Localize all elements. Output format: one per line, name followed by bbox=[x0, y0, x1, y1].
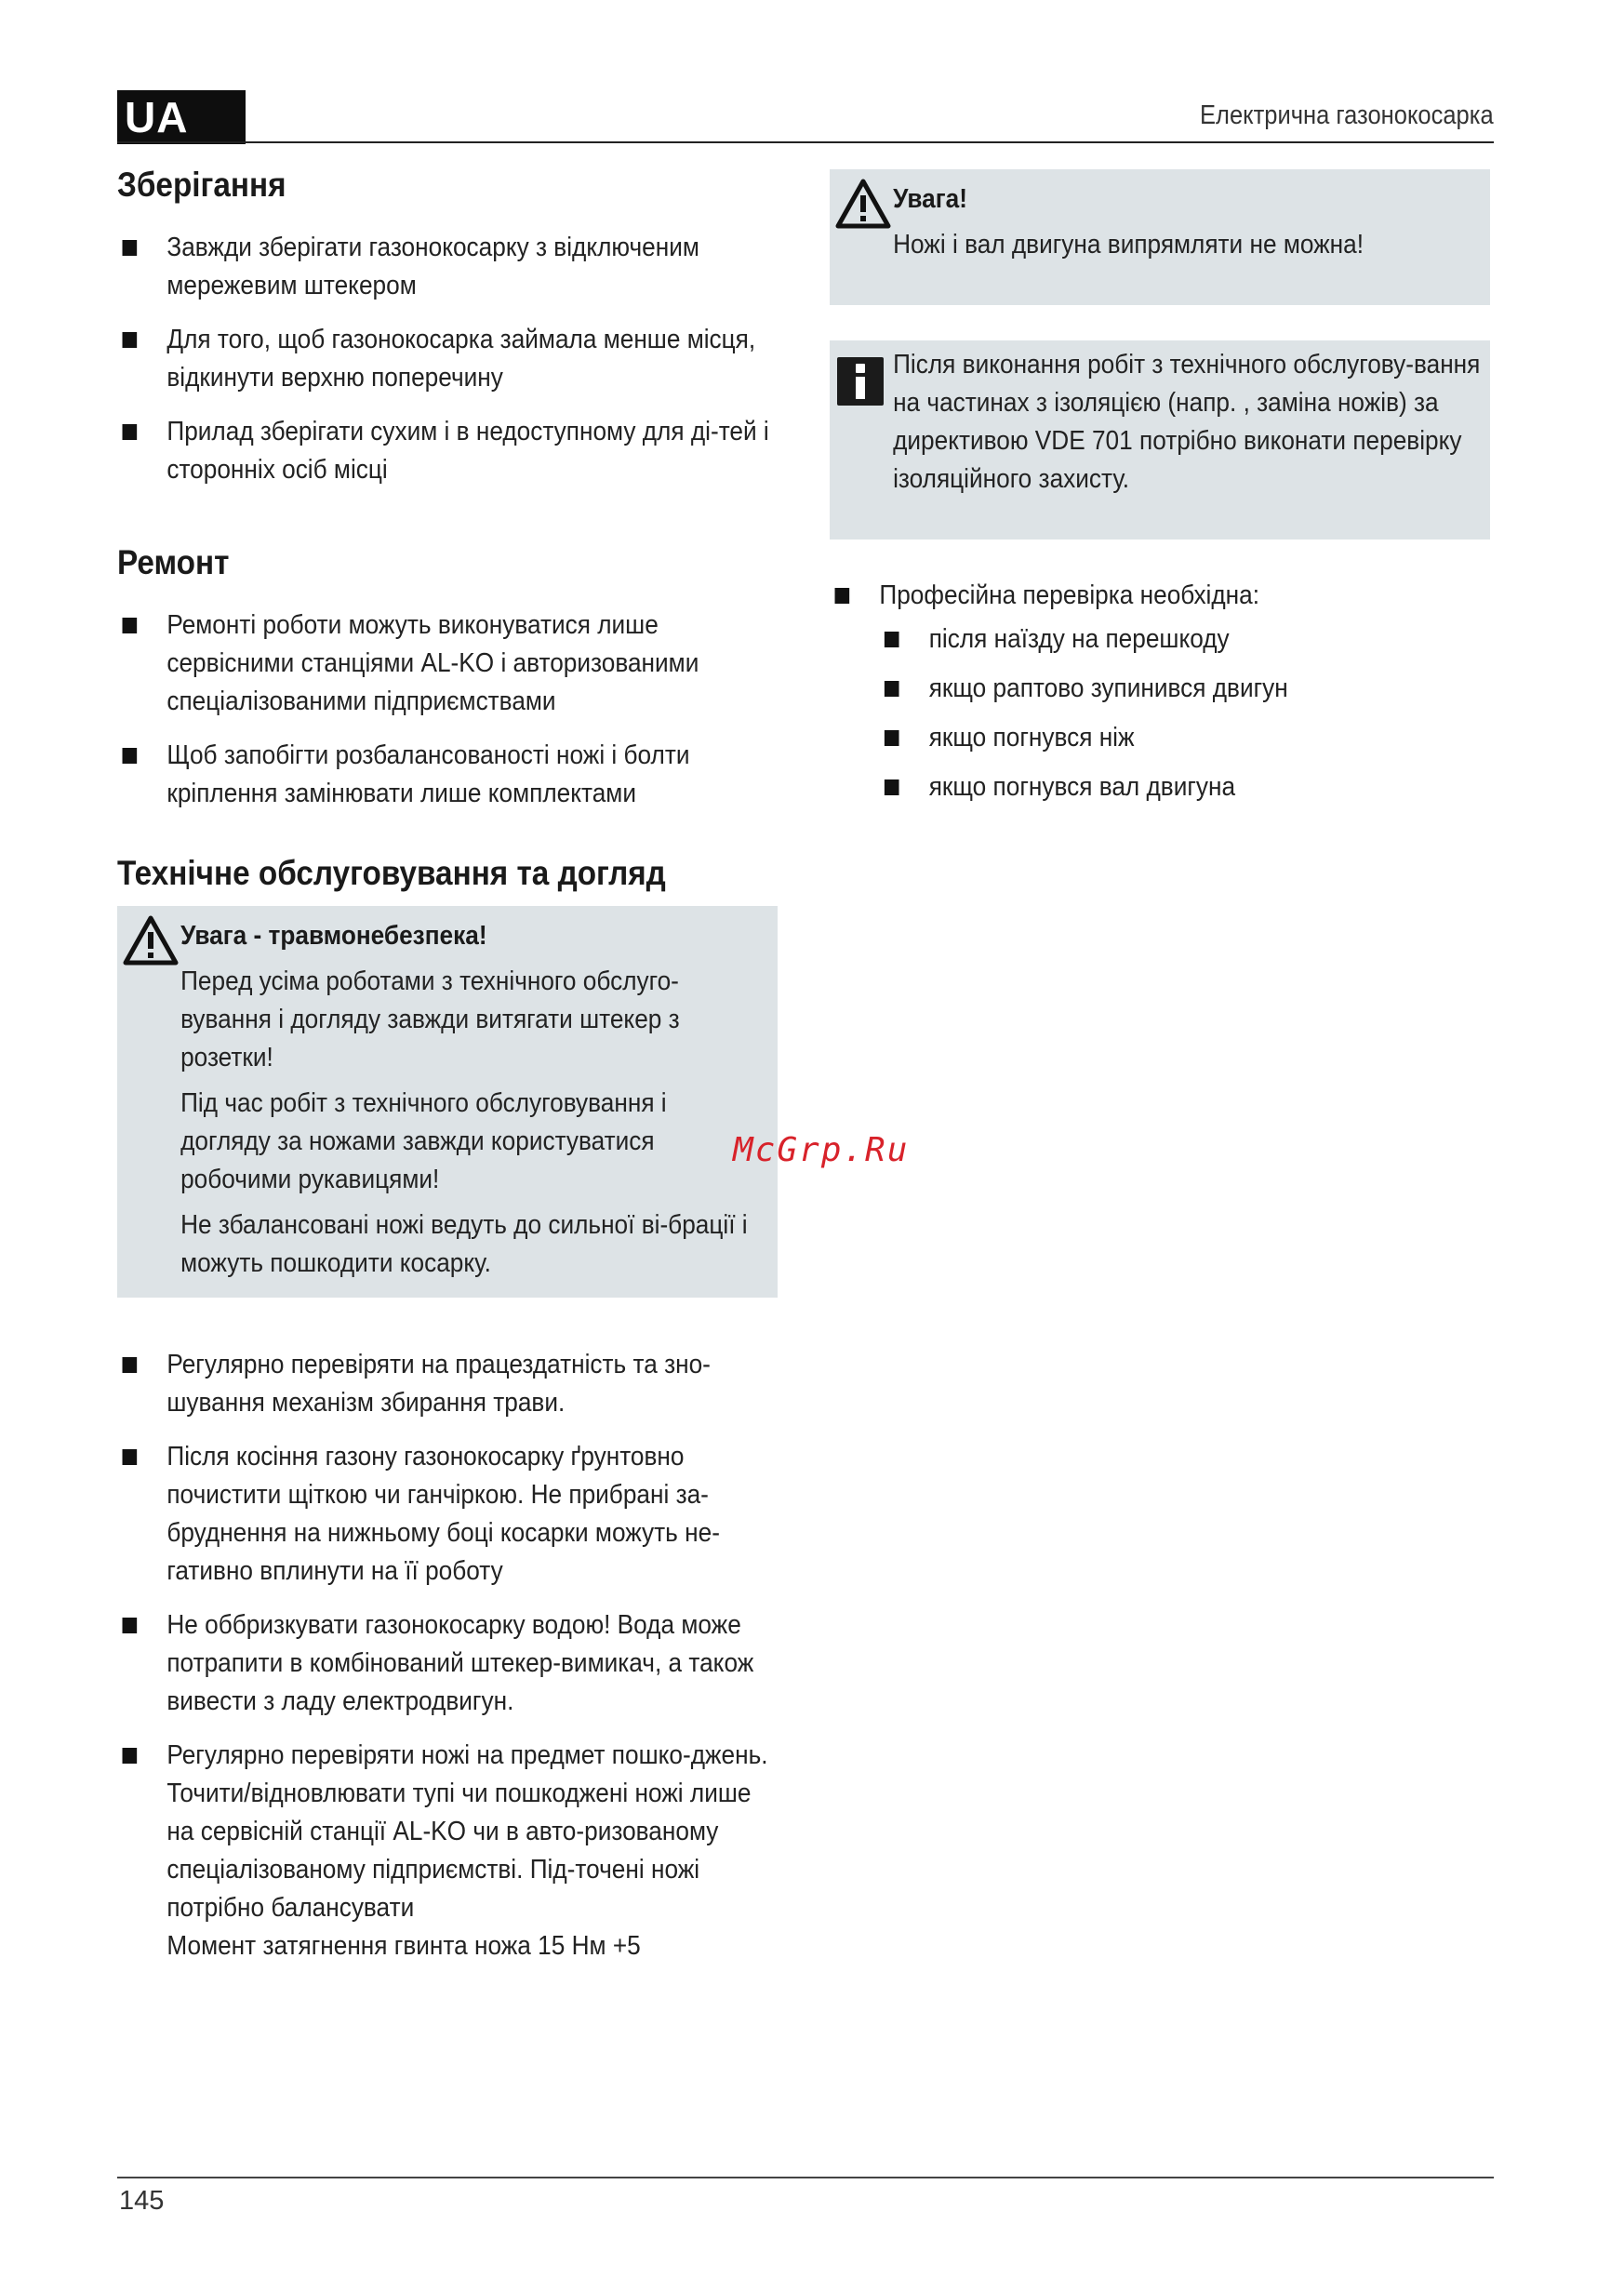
info-text: Після виконання робіт з технічного обслугову-вання на частинах з ізоляцією (напр. , заміна ножів) за директивою VDE 701 потрібно виконати перевірку ізоляційного захисту. bbox=[893, 350, 1481, 494]
list-item: Регулярно перевіряти на працездатність та зно-шування механізм збирання трави. bbox=[117, 1346, 776, 1422]
warning-paragraph: Перед усіма роботами з технічного обслуго-вування і догляду завжди витягати штекер з розетки! bbox=[180, 966, 680, 1072]
list-item: Регулярно перевіряти ножі на предмет пошко-джень. Точити/відновлювати тупі чи пошкоджені ножі лише на сервісній станції AL-KO чи в авто-ризованому спеціалізованому підприємстві. Під-точені ножі потрібно балансувати Момент затягнення гвинта ножа 15 Нм +5 bbox=[117, 1737, 776, 1965]
maintenance-heading: Технічне обслуговування та догляд bbox=[117, 854, 666, 892]
maintenance-list bbox=[117, 1346, 776, 1965]
sublist-item: якщо раптово зупинився двигун bbox=[879, 670, 1488, 708]
storage-heading: Зберігання bbox=[117, 166, 286, 204]
list-item: Професійна перевірка необхідна: після наїзду на перешкоду якщо раптово зупинився двигун якщо погнувся ніж якщо погнувся вал двигуна bbox=[830, 577, 1488, 806]
bullet-square-icon bbox=[885, 779, 899, 795]
bullet-square-icon bbox=[885, 632, 899, 647]
left-column bbox=[117, 158, 778, 1981]
list-item: Щоб запобігти розбалансованості ножі і болти кріплення замінювати лише комплектами bbox=[117, 737, 776, 813]
bullet-square-icon bbox=[885, 730, 899, 746]
warning-paragraph: Не збалансовані ножі ведуть до сильної ві-брації і можуть пошкодити косарку. bbox=[180, 1210, 748, 1278]
injury-warning-box bbox=[117, 906, 778, 1298]
sublist-item: якщо погнувся ніж bbox=[879, 719, 1488, 757]
sublist-item: після наїзду на перешкоду bbox=[879, 620, 1488, 659]
check-sublist bbox=[879, 620, 1488, 806]
list-item: Після косіння газону газонокосарку ґрунтовно почистити щіткою чи ганчіркою. Не прибрані за-бруднення на нижньому боці косарки можуть не-гативно вплинути на її роботу bbox=[117, 1438, 776, 1591]
bullet-square-icon bbox=[123, 618, 138, 633]
warning-text: Ножі і вал двигуна випрямляти не можна! bbox=[893, 230, 1364, 260]
bullet-square-icon bbox=[123, 1618, 138, 1633]
bullet-square-icon bbox=[123, 240, 138, 256]
watermark: McGrp.Ru bbox=[733, 1131, 910, 1169]
list-item: Ремонті роботи можуть виконуватися лише сервісними станціями AL-KO і авторизованими спеціалізованими підприємствами bbox=[117, 606, 776, 721]
bullet-square-icon bbox=[123, 1357, 138, 1373]
warning-paragraph: Під час робіт з технічного обслуговування і догляду за ножами завжди користуватися робочими рукавицями! bbox=[180, 1088, 667, 1194]
document-title: Електрична газонокосарка bbox=[1200, 100, 1494, 130]
list-item: Завжди зберігати газонокосарку з відключеним мережевим штекером bbox=[117, 229, 776, 305]
language-badge: UA bbox=[117, 90, 246, 144]
list-item: Прилад зберігати сухим і в недоступному для ді-тей і сторонніх осіб місці bbox=[117, 413, 776, 489]
professional-check-list bbox=[830, 577, 1488, 806]
insulation-info-box bbox=[830, 340, 1490, 540]
footer-divider bbox=[117, 2177, 1494, 2178]
list-item: Не оббризкувати газонокосарку водою! Вода може потрапити в комбінований штекер-вимикач, а також вивести з ладу електродвигун. bbox=[117, 1606, 776, 1721]
page-number: 145 bbox=[119, 2186, 165, 2216]
repair-heading: Ремонт bbox=[117, 543, 230, 581]
bullet-square-icon bbox=[885, 681, 899, 697]
storage-list bbox=[117, 229, 776, 489]
bullet-square-icon bbox=[835, 588, 850, 604]
sublist-item: якщо погнувся вал двигуна bbox=[879, 768, 1488, 806]
list-item: Для того, щоб газонокосарка займала менше місця, відкинути верхню поперечину bbox=[117, 321, 776, 397]
right-column bbox=[830, 169, 1490, 822]
straighten-warning-box bbox=[830, 169, 1490, 305]
bullet-square-icon bbox=[123, 424, 138, 440]
bullet-square-icon bbox=[123, 332, 138, 348]
warning-title: Увага! bbox=[893, 184, 967, 214]
torque-spec: Момент затягнення гвинта ножа 15 Нм +5 bbox=[166, 1931, 641, 1961]
header-divider bbox=[117, 141, 1494, 143]
warning-title: Увага - травмонебезпека! bbox=[180, 921, 487, 951]
bullet-square-icon bbox=[123, 748, 138, 764]
bullet-square-icon bbox=[123, 1449, 138, 1465]
bullet-square-icon bbox=[123, 1748, 138, 1764]
repair-list bbox=[117, 606, 776, 813]
